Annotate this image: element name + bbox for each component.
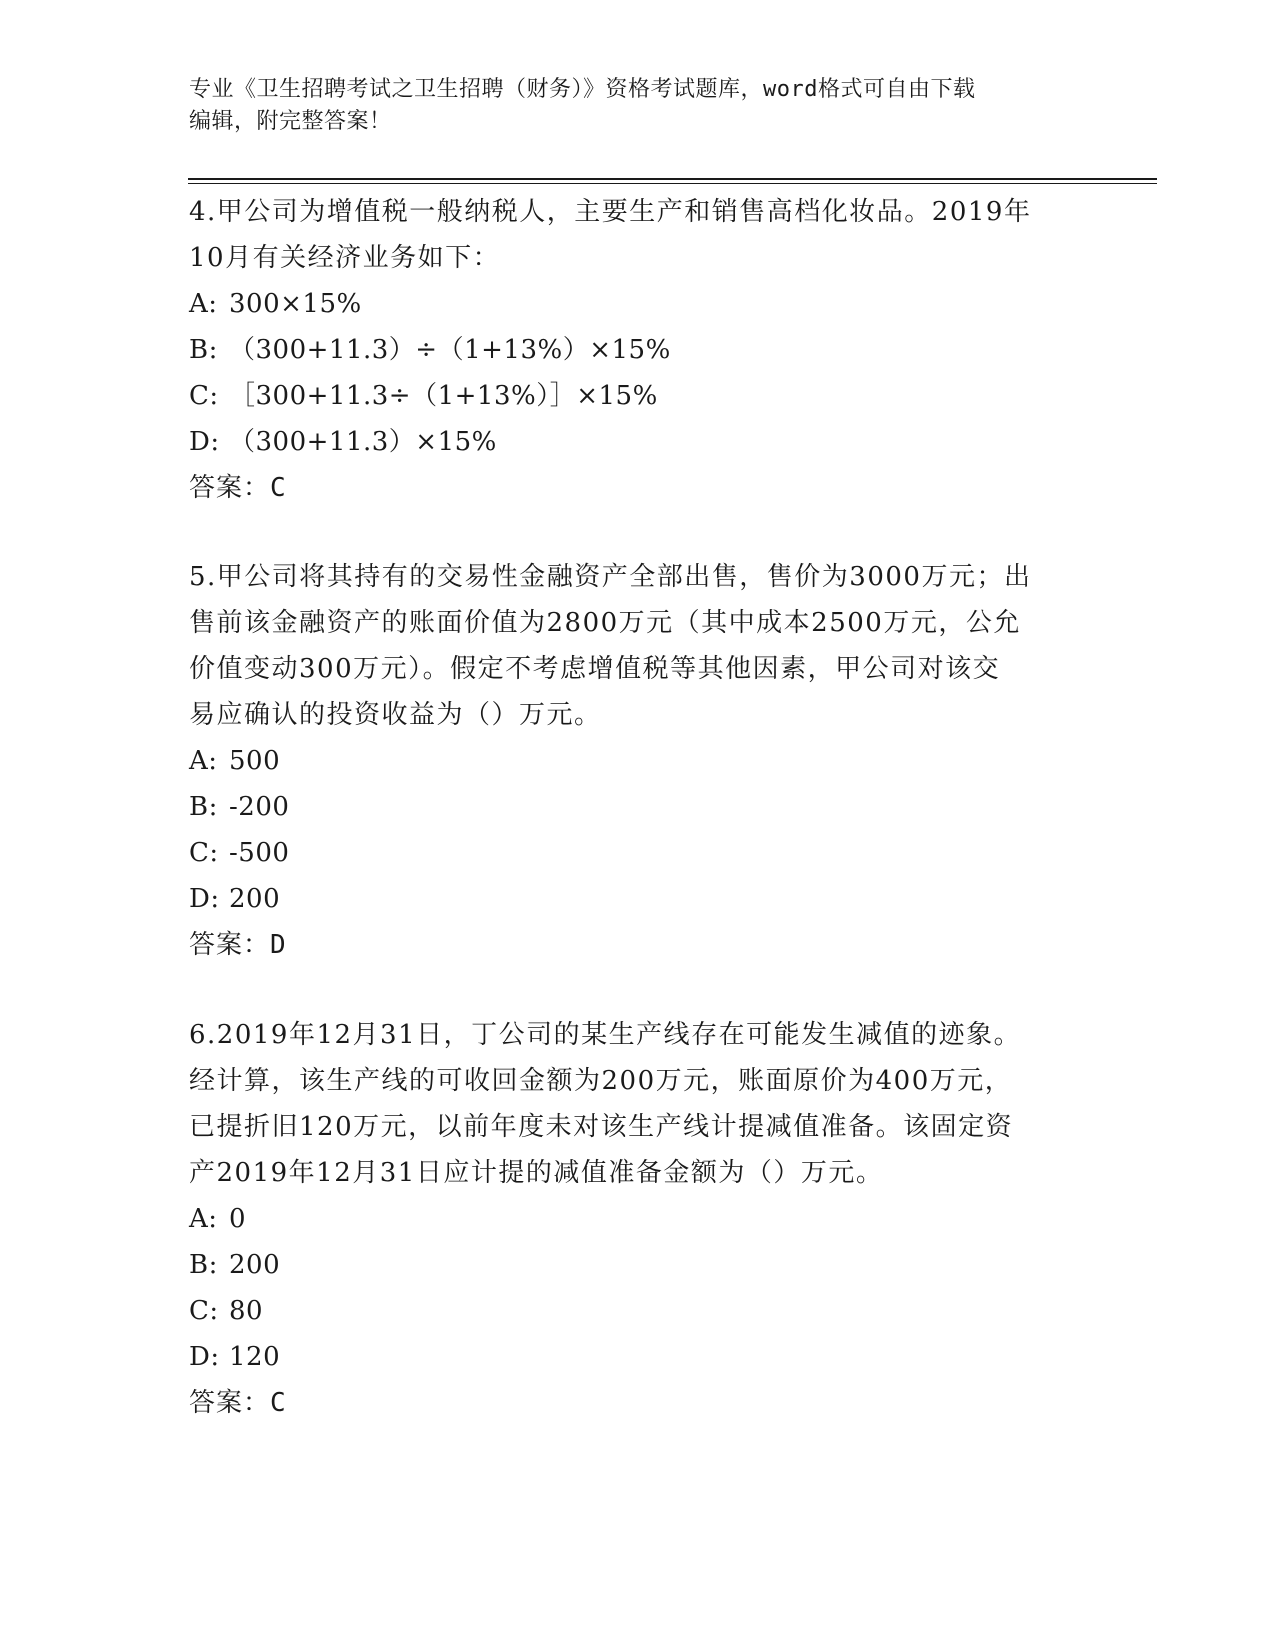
header-divider-thin [188,183,1157,184]
option-text: 500 [229,746,281,776]
option-letter: B: [189,335,218,365]
option-text: -500 [229,838,290,868]
option-b [189,784,1089,830]
option-b [189,1242,1089,1288]
question-stem [189,1012,1089,1196]
option-b [189,327,1089,373]
stem-line: 10月有关经济业务如下： [189,243,501,273]
option-letter: A: [189,1204,218,1234]
option-c [189,373,1089,419]
option-d [189,1334,1089,1380]
question-stem [189,554,1089,738]
stem-line: 价值变动300万元）。假定不考虑增值税等其他因素，甲公司对该交 [189,654,1001,684]
document-header [189,74,1089,138]
option-a [189,1196,1089,1242]
option-a [189,738,1089,784]
option-d [189,876,1089,922]
option-text: 200 [229,1250,281,1280]
header-line: 专业《卫生招聘考试之卫生招聘（财务）》资格考试题库，word格式可自由下载 [189,77,976,102]
option-letter: D: [189,884,220,914]
option-letter: A: [189,289,218,319]
question-5 [189,554,1089,968]
header-line: 编辑，附完整答案！ [189,109,392,134]
header-divider-thick [188,178,1157,180]
stem-line: 6.2019年12月31日，丁公司的某生产线存在可能发生减值的迹象。 [189,1020,1022,1050]
option-letter: B: [189,1250,218,1280]
option-c [189,830,1089,876]
option-a [189,281,1089,327]
option-letter: C: [189,381,219,411]
option-text: 200 [229,884,281,914]
question-stem [189,189,1089,281]
option-text: 0 [229,1204,247,1234]
stem-line: 产2019年12月31日应计提的减值准备金额为（）万元。 [189,1158,884,1188]
answer-label: 答案：C [189,1388,287,1418]
option-letter: D: [189,427,220,457]
option-letter: C: [189,1296,219,1326]
stem-line: 售前该金融资产的账面价值为2800万元（其中成本2500万元，公允 [189,608,1021,638]
option-letter: B: [189,792,218,822]
option-text: -200 [229,792,290,822]
option-text: 80 [229,1296,264,1326]
stem-line: 4.甲公司为增值税一般纳税人，主要生产和销售高档化妆品。2019年 [189,197,1032,227]
question-6 [189,1012,1089,1426]
option-letter: A: [189,746,218,776]
option-letter: D: [189,1342,220,1372]
option-letter: C: [189,838,219,868]
option-text: ［300+11.3÷（1+13%）］×15% [229,381,658,411]
stem-line: 经计算，该生产线的可收回金额为200万元，账面原价为400万元， [189,1066,1013,1096]
stem-line: 5.甲公司将其持有的交易性金融资产全部出售，售价为3000万元；出 [189,562,1032,592]
option-text: 300×15% [229,289,362,319]
stem-line: 易应确认的投资收益为（）万元。 [189,700,602,730]
stem-line: 已提折旧120万元，以前年度未对该生产线计提减值准备。该固定资 [189,1112,1014,1142]
option-text: （300+11.3）×15% [229,427,497,457]
answer-label: 答案：C [189,473,287,503]
option-d [189,419,1089,465]
option-text: （300+11.3）÷（1+13%）×15% [229,335,671,365]
option-c [189,1288,1089,1334]
option-text: 120 [229,1342,281,1372]
answer-label: 答案：D [189,930,287,960]
question-4 [189,189,1089,511]
